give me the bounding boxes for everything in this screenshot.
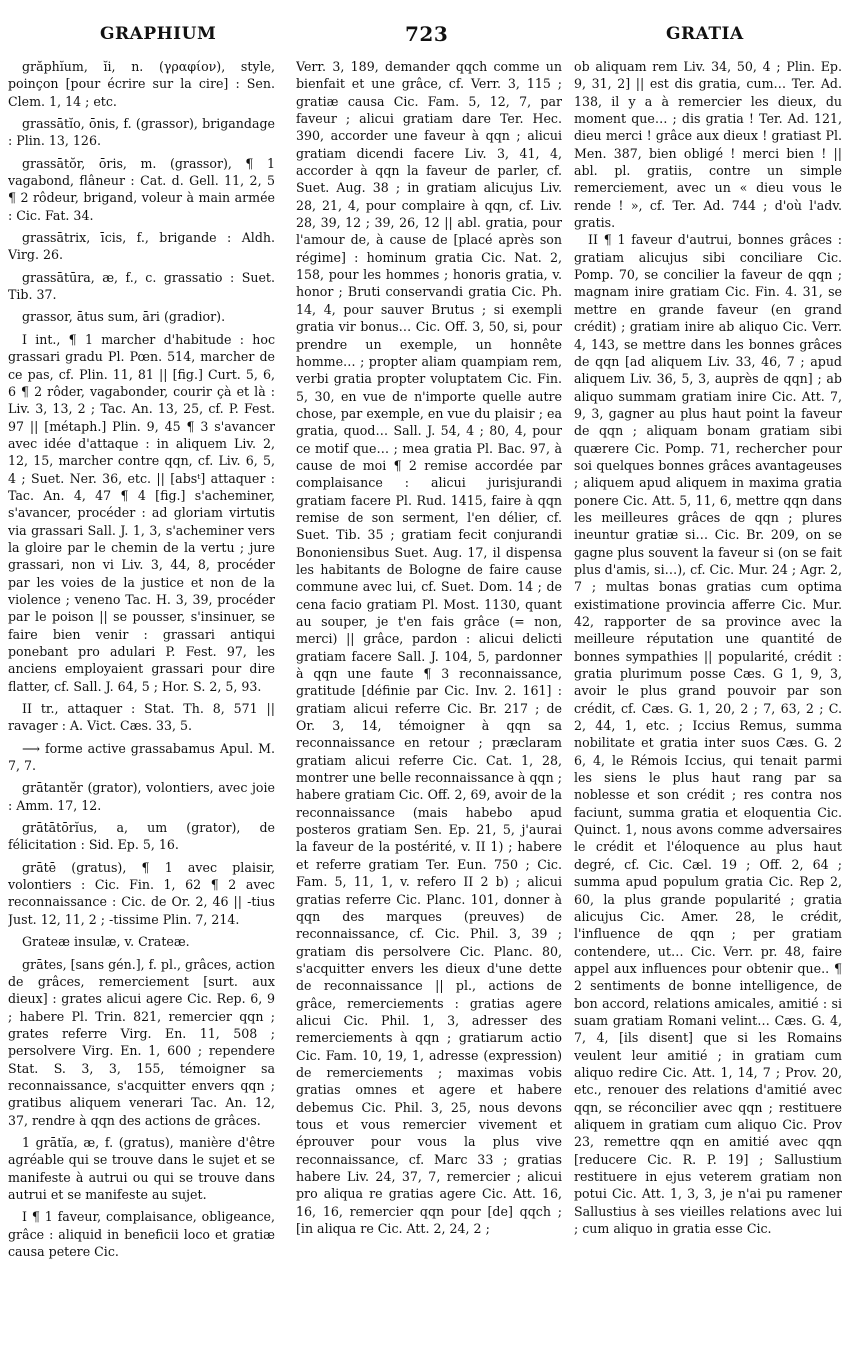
page-header xyxy=(0,0,850,58)
entry-gratia-continued: Verr. 3, 189, demander qqch comme un bienfait et une grâce, cf. Verr. 3, 115 ; gratiæ causa Cic. Fam. 5, 12, 7, par faveur ; alicui gratiam dare Ter. Hec. 390, accorder une faveur à qqn ; alicui gratiam dicendi facere Liv. 3, 41, 4, accorder à qqn la faveur de parler, cf. Suet. Aug. 38 ; in gratiam alicujus Liv. 28, 21, 4, pour complaire à qqn, cf. Liv. 28, 39, 12 ; 39, 26, 12 || abl. gratia, pour l'amour de, à cause de [placé après son régime] : hominum gratia Cic. Nat. 2, 158, pour les hommes ; honoris gratia, v. honor ; Bruti conservandi gratia Cic. Ph. 14, 4, pour sauver Brutus ; si exempli gratia vir bonus… Cic. Off. 3, 50, si, pour prendre un exemple, un honnête homme… ; propter aliam quampiam rem, verbi gratia propter voluptatem Cic. Fin. 5, 30, en vue de n'importe quelle autre chose, par exemple, en vue du plaisir ; ea gratia, quod… Sall. J. 54, 4 ; 80, 4, pour ce motif que… ; mea gratia Pl. Bac. 97, à cause de moi ¶ 2 remise accordée par complaisance : alicui jurisjurandi gratiam facere Pl. Rud. 1415, faire à qqn remise de son serment, l'en délier, cf. Suet. Tib. 35 ; gratiam fecit conjurandi Bononiensibus Suet. Aug. 17, il dispensa les habitants de Bologne de faire cause commune avec lui, cf. Suet. Dom. 14 ; de cena facio gratiam Pl. Most. 1130, quant au souper, je t'en fais grâce (= non, merci) || grâce, pardon : alicui delicti gratiam facere Sall. J. 104, 5, pardonner à qqn une faute ¶ 3 reconnaissance, gratitude [définie par Cic. Inv. 2. 161] : gratiam alicui referre Cic. Br. 217 ; de Or. 3, 14, témoigner à qqn sa reconnaissance en retour ; præclaram gratiam alicui referre Cic. Cat. 1, 28, montrer une belle reconnaissance à qqn ; habere gratiam Cic. Off. 2, 69, avoir de la reconnaissance (mais habebo apud posteros gratiam Sen. Ep. 21, 5, j'aurai la faveur de la postérité, v. II 1) ; habere et referre gratiam Ter. Eun. 750 ; Cic. Fam. 5, 11, 1, v. refero II 2 b) ; alicui gratias referre Cic. Planc. 101, donner à qqn des marques (preuves) de reconnaissance, cf. Cic. Phil. 3, 39 ; gratiam dis persolvere Cic. Planc. 80, s'acquitter envers les dieux d'une dette de reconnaissance || pl., actions de grâce, remerciements : gratias agere alicui Cic. Phil. 1, 3, adresser des remerciements à qqn ; gratiarum actio Cic. Fam. 10, 19, 1, adresse (expression) de remerciements ; maximas vobis gratias omnes et agere et habere debemus Cic. Phil. 3, 25, nous devons tous et vous remercier vivement et éprouver pour vous la plus vive reconnaissance, cf. Marc 33 ; gratias habere Liv. 24, 37, 7, remercier ; alicui pro aliqua re gratias agere Cic. Att. 16, 16, 16, remercier qqn pour [de] qqch ; [in aliqua re Cic. Att. 2, 24, 2 ; xyxy=(296,59,562,1237)
entry-gratia: 1 grātĭa, æ, f. (gratus), manière d'être agréable qui se trouve dans le sujet et se manifeste à autrui ou qui se trouve dans autrui et se manifeste au sujet. xyxy=(8,1134,275,1202)
entry-gratia-sense-1: I ¶ 1 faveur, complaisance, obligeance, grâce : aliquid in beneficii loco et gratiæ causa petere Cic. xyxy=(8,1209,275,1259)
entry-grassatrix: grassātrix, īcis, f., brigande : Aldh. Virg. 26. xyxy=(8,230,275,263)
running-head-left: GRAPHIUM xyxy=(100,24,217,44)
entry-grassatio: grassātĭo, ōnis, f. (grassor), brigandage : Plin. 13, 126. xyxy=(8,116,275,149)
entry-grassor-sense-1: I int., ¶ 1 marcher d'habitude : hoc grassari gradu Pl. Pœn. 514, marcher de ce pas, cf. Plin. 11, 81 || [fig.] Curt. 5, 6, 6 ¶ 2 rôder, vagabonder, courir çà et là : Liv. 3, 13, 2 ; Tac. An. 13, 25, cf. P. Fest. 97 || [métaph.] Plin. 9, 45 ¶ 3 s'avancer avec idée d'attaque : in aliquem Liv. 2, 12, 15, marcher contre qqn, cf. Liv. 6, 5, 4 ; Suet. Ner. 36, etc. || [absᵗ] attaquer : Tac. An. 4, 47 ¶ 4 [fig.] s'acheminer, s'avancer, procéder : ad gloriam virtutis via grassari Sall. J. 1, 3, s'acheminer vers la gloire par le chemin de la vertu ; jure grassari, non vi Liv. 3, 44, 8, procéder par les voies de la justice et non de la violence ; veneno Tac. H. 3, 39, procéder par le poison || se pousser, s'insinuer, se faire bien venir : grassari antiqui ponebant pro adulari P. Fest. 97, les anciens employaient grassari pour dire flatter, cf. Sall. J. 64, 5 ; Hor. S. 2, 5, 93. xyxy=(8,331,275,694)
column-left xyxy=(8,58,275,1358)
entry-grassator: grassātŏr, ōris, m. (grassor), ¶ 1 vagabond, flâneur : Cat. d. Gell. 11, 2, 5 ¶ 2 rôdeur, brigand, voleur à main armée : Cic. Fat. 34. xyxy=(8,155,275,223)
column-middle xyxy=(296,58,562,1358)
entry-gratia-sense-2: II ¶ 1 faveur d'autrui, bonnes grâces : gratiam alicujus sibi conciliare Cic. Pomp. 70, se concilier la faveur de qqn ; magnam inire gratiam Cic. Fin. 4. 31, se mettre en grande faveur (en grand crédit) ; gratiam inire ab aliquo Cic. Verr. 4, 143, se mettre dans les bonnes grâces de qqn [ad aliquem Liv. 33, 46, 7 ; apud aliquem Liv. 36, 5, 3, auprès de qqn] ; ab aliquo summam gratiam inire Cic. Att. 7, 9, 3, gagner au plus haut point la faveur de qqn ; aliquam bonam gratiam sibi quærere Cic. Pomp. 71, rechercher pour soi quelques bonnes grâces avantageuses ; aliquem apud aliquem in maxima gratia ponere Cic. Att. 5, 11, 6, mettre qqn dans les meilleures grâces de qqn ; plures ineuntur gratiæ si… Cic. Br. 209, on se gagne plus souvent la faveur si (on se fait plus d'amis, si…), cf. Cic. Mur. 24 ; Agr. 2, 7 ; multas bonas gratias cum optima existimatione provincia afferre Cic. Mur. 42, rapporter de sa province avec la meilleure réputation une quantité de bonnes sympathies || popularité, crédit : gratia plurimum posse Cæs. G 1, 9, 3, avoir le plus grand pouvoir par son crédit, cf. Cæs. G. 1, 20, 2 ; 7, 63, 2 ; C. 2, 44, 1, etc. ; Iccius Remus, summa nobilitate et gratia inter suos Cæs. G. 2 6, 4, le Rémois Iccius, qui tenait parmi les siens le plus haut rang par sa noblesse et son crédit ; res contra nos faciunt, summa gratia et eloquentia Cic. Quinct. 1, nous avons comme adversaires le crédit et l'éloquence au plus haut degré, cf. Cic. Cæl. 19 ; Off. 2, 64 ; summa apud populum gratia Cic. Rep 2, 60, la plus grande popularité ; gratia alicujus Cic. Amer. 28, le crédit, l'influence de qqn ; per gratiam contendere, ut… Cic. Verr. pr. 48, faire appel aux influences pour obtenir que.. ¶ 2 sentiments de bonne intelligence, de bon accord, relations amicales, amitié : si suam gratiam Romani velint… Cæs. G. 4, 7, 4, [ils disent] que si les Romains veulent leur amitié ; in gratiam cum aliquo redire Cic. Att. 1, 14, 7 ; Prov. 20, etc., renouer des relations d'amitié avec qqn, se réconcilier avec qqn ; restituere aliquem in gratiam cum aliquo Cic. Prov 23, remettre qqn en amitié avec qqn [reducere Cic. R. P. 19] ; Sallustium restituere in ejus veterem gratiam non potui Cic. Att. 1, 3, 3, je n'ai pu ramener Sallustius à ses vieilles relations avec lui ; cum aliquo in gratia esse Cic. xyxy=(574,232,842,1237)
entry-gratia-continued-2: ob aliquam rem Liv. 34, 50, 4 ; Plin. Ep. 9, 31, 2] || est dis gratia, cum… Ter. Ad. 138, il y a à remercier les dieux, du moment que… ; dis gratia ! Ter. Ad. 121, dieu merci ! grâce aux dieux ! gratiast Pl. Men. 387, bien obligé ! merci bien ! || abl. pl. gratiis, contre un simple remerciement, avec un « dieu vous le rende ! », cf. Ter. Ad. 744 ; d'où l'adv. gratis. xyxy=(574,59,842,231)
entry-grassor-sense-2: II tr., attaquer : Stat. Th. 8, 571 || ravager : A. Vict. Cæs. 33, 5. xyxy=(8,701,275,734)
entry-gratanter: grātantĕr (grator), volontiers, avec joie : Amm. 17, 12. xyxy=(8,780,275,813)
entry-graphium: grăphĭum, ĭi, n. (γραφίον), style, poinçon [pour écrire sur la cire] : Sen. Clem. 1, 14 ; etc. xyxy=(8,59,275,109)
page-number: 723 xyxy=(405,22,449,46)
entry-grassatura: grassātūra, æ, f., c. grassatio : Suet. Tib. 37. xyxy=(8,269,275,303)
entry-gratatorius: grātātōrĭus, a, um (grator), de félicitation : Sid. Ep. 5, 16. xyxy=(8,820,275,853)
running-head-right: GRATIA xyxy=(666,24,744,44)
entry-grates: grātes, [sans gén.], f. pl., grâces, action de grâces, remerciement [surt. aux dieux] : grates alicui agere Cic. Rep. 6, 9 ; habere Pl. Trin. 821, remercier qqn ; grates referre Virg. En. 11, 508 ; persolvere Virg. En. 1, 600 ; rependere Stat. S. 3, 3, 155, témoigner sa reconnaissance, s'acquitter envers qqn ; gratibus aliquem venerari Tac. An. 12, 37, rendre à qqn des actions de grâces. xyxy=(8,956,275,1128)
entry-grassor: grassor, ātus sum, āri (gradior). xyxy=(22,309,226,325)
entry-grate: grātē (gratus), ¶ 1 avec plaisir, volontiers : Cic. Fin. 1, 62 ¶ 2 avec reconnaissance : Cic. de Or. 2, 46 || -tius Just. 12, 11, 2 ; -tissime Plin. 7, 214. xyxy=(8,859,275,927)
entry-grassor-note: ⟶ forme active grassabamus Apul. M. 7, 7. xyxy=(8,740,275,774)
column-right xyxy=(574,58,842,1358)
entry-grateae-insulae: Grateæ insulæ, v. Crateæ. xyxy=(22,934,190,950)
